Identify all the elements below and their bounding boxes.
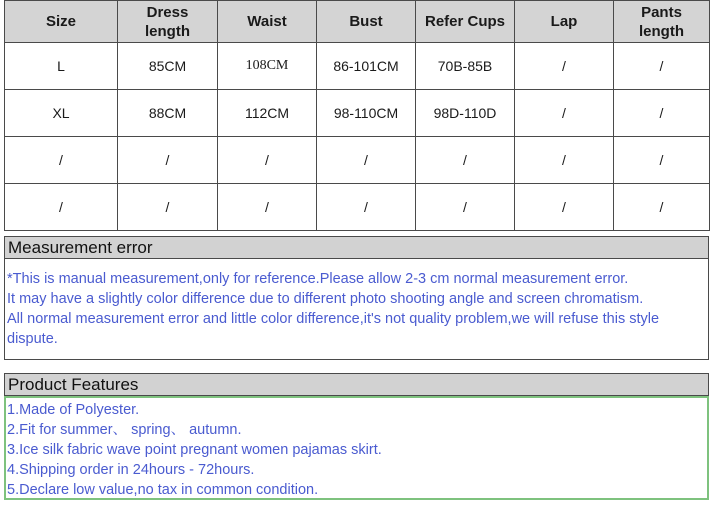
table-cell: / bbox=[218, 184, 317, 231]
measurement-note-line: *This is manual measurement,only for reference.Please allow 2-3 cm normal measurement error. bbox=[7, 271, 629, 287]
header-dress-length: Dress length bbox=[118, 1, 218, 43]
table-cell: 98-110CM bbox=[317, 90, 416, 137]
table-cell: / bbox=[614, 184, 710, 231]
header-lap: Lap bbox=[515, 1, 614, 43]
table-cell: L bbox=[5, 43, 118, 90]
measurement-note-line: It may have a slightly color difference due to different photo shooting angle and screen chromatism. bbox=[7, 291, 644, 307]
table-row bbox=[5, 43, 710, 90]
header-bust: Bust bbox=[317, 1, 416, 43]
table-cell: / bbox=[5, 184, 118, 231]
table-cell: 112CM bbox=[218, 90, 317, 137]
table-cell: / bbox=[5, 137, 118, 184]
header-size: Size bbox=[5, 1, 118, 43]
table-cell: / bbox=[515, 137, 614, 184]
table-header-row bbox=[5, 1, 710, 43]
table-cell: / bbox=[614, 43, 710, 90]
feature-line: 1.Made of Polyester. bbox=[7, 402, 140, 418]
measurement-error-heading: Measurement error bbox=[4, 236, 709, 259]
table-cell: / bbox=[118, 184, 218, 231]
table-row bbox=[5, 90, 710, 137]
product-features-heading: Product Features bbox=[4, 373, 709, 396]
table-cell: 108CM bbox=[218, 43, 317, 90]
table-cell: 70B-85B bbox=[416, 43, 515, 90]
table-cell: 88CM bbox=[118, 90, 218, 137]
header-pants-length: Pants length bbox=[614, 1, 710, 43]
feature-line: 3.Ice silk fabric wave point pregnant women pajamas skirt. bbox=[7, 442, 382, 458]
table-cell: / bbox=[614, 137, 710, 184]
feature-line: 2.Fit for summer、 spring、 autumn. bbox=[7, 422, 242, 438]
table-cell: / bbox=[218, 137, 317, 184]
measurement-note-line: dispute. bbox=[7, 331, 58, 347]
table-cell: / bbox=[416, 137, 515, 184]
table-cell: 98D-110D bbox=[416, 90, 515, 137]
table-cell: / bbox=[317, 184, 416, 231]
table-cell: XL bbox=[5, 90, 118, 137]
table-cell: 86-101CM bbox=[317, 43, 416, 90]
measurement-note-line: All normal measurement error and little color difference,it's not quality problem,we will refuse this style bbox=[7, 311, 660, 327]
product-features-list bbox=[4, 396, 709, 500]
feature-line: 5.Declare low value,no tax in common condition. bbox=[7, 482, 319, 498]
table-row bbox=[5, 137, 710, 184]
table-cell: / bbox=[515, 90, 614, 137]
feature-line: 4.Shipping order in 24hours - 72hours. bbox=[7, 462, 255, 478]
table-cell: / bbox=[416, 184, 515, 231]
size-chart-table bbox=[4, 0, 710, 231]
header-refer-cups: Refer Cups bbox=[416, 1, 515, 43]
table-cell: / bbox=[614, 90, 710, 137]
table-row bbox=[5, 184, 710, 231]
table-cell: / bbox=[118, 137, 218, 184]
table-cell: / bbox=[515, 184, 614, 231]
table-cell: / bbox=[515, 43, 614, 90]
table-cell: / bbox=[317, 137, 416, 184]
table-cell: 85CM bbox=[118, 43, 218, 90]
measurement-error-notes bbox=[4, 259, 709, 360]
header-waist: Waist bbox=[218, 1, 317, 43]
